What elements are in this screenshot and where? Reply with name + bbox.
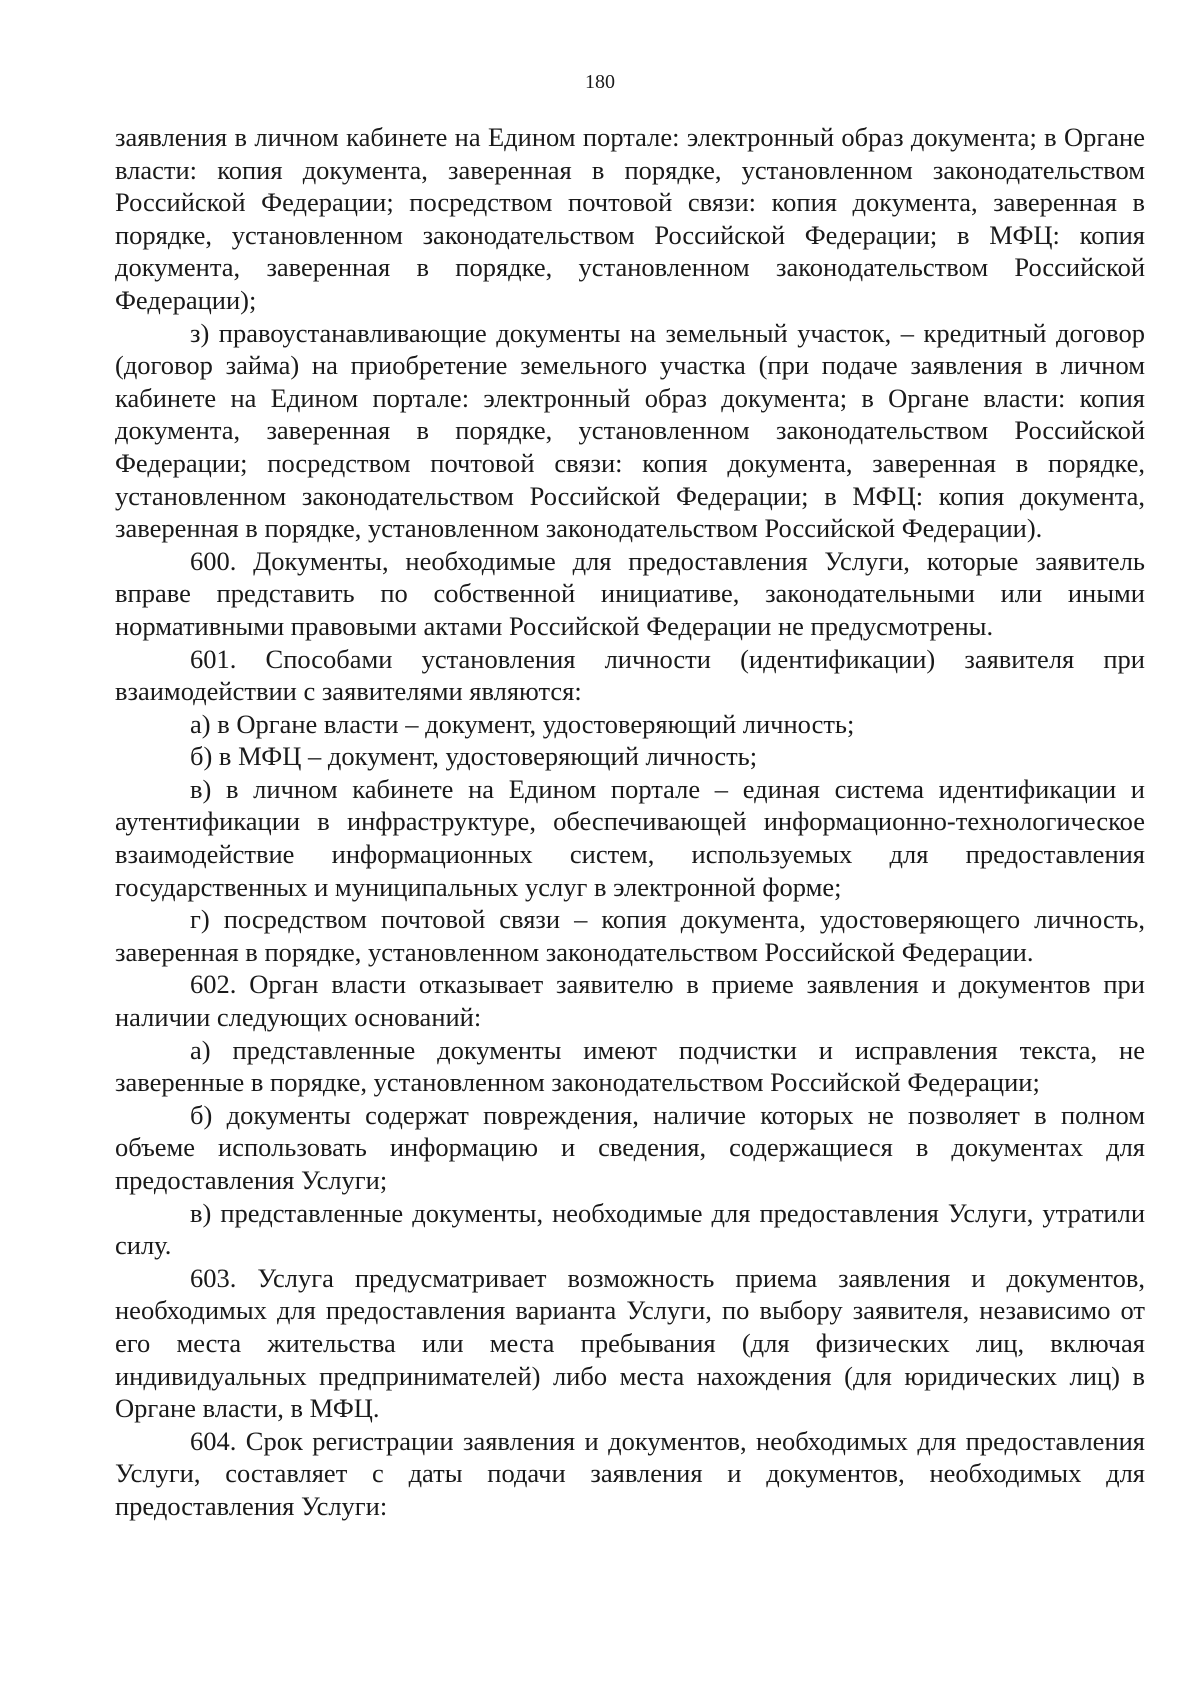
paragraph-601-g: г) посредством почтовой связи – копия документа, удостоверяющего личность, заверенная в порядке, установленном законодательством Российской Федерации. — [115, 904, 1145, 967]
paragraph-604: 604. Срок регистрации заявления и документов, необходимых для предоставления Услуги, составляет с даты подачи заявления и документов, необходимых для предоставления Услуги: — [115, 1425, 1145, 1521]
document-body — [115, 121, 1145, 1523]
paragraph-item-z: з) правоустанавливающие документы на земельный участок, – кредитный договор (договор займа) на приобретение земельного участка (при подаче заявления в личном кабинете на Едином портале: электронный образ документа; в Органе власти: копия документа, заверенная в порядке, установленном законодательством Российской Федерации; посредством почтовой связи: копия документа, заверенная в порядке, установленном законодательством Российской Федерации; в МФЦ: копия документа, заверенная в порядке, установленном законодательством Российской Федерации). — [115, 317, 1145, 544]
paragraph-600: 600. Документы, необходимые для предоставления Услуги, которые заявитель вправе представить по собственной инициативе, законодательными или иными нормативными правовыми актами Российской Федерации не предусмотрены. — [115, 545, 1145, 641]
paragraph-602-a: а) представленные документы имеют подчистки и исправления текста, не заверенные в порядке, установленном законодательством Российской Федерации; — [115, 1034, 1145, 1098]
paragraph-601: 601. Способами установления личности (идентификации) заявителя при взаимодействии с заявителями являются: — [115, 643, 1145, 707]
paragraph-continuation: заявления в личном кабинете на Едином портале: электронный образ документа; в Органе власти: копия документа, заверенная в порядке, установленном законодательством Российской Федерации; посредством почтовой связи: копия документа, заверенная в порядке, установленном законодательством Российской Федерации; в МФЦ: копия документа, заверенная в порядке, установленном законодательством Российской Федерации); — [115, 122, 1145, 315]
paragraph-601-a: а) в Органе власти – документ, удостоверяющий личность; — [190, 708, 855, 739]
paragraph-602-b: б) документы содержат повреждения, наличие которых не позволяет в полном объеме использовать информацию и сведения, содержащиеся в документах для предоставления Услуги; — [115, 1099, 1145, 1195]
page-number: 180 — [585, 71, 615, 93]
paragraph-602-v: в) представленные документы, необходимые для предоставления Услуги, утратили силу. — [115, 1197, 1145, 1261]
paragraph-603: 603. Услуга предусматривает возможность приема заявления и документов, необходимых для предоставления варианта Услуги, по выбору заявителя, независимо от его места жительства или места пребывания (для физических лиц, включая индивидуальных предпринимателей) либо места нахождения (для юридических лиц) в Органе власти, в МФЦ. — [115, 1262, 1145, 1424]
paragraph-601-b: б) в МФЦ – документ, удостоверяющий личность; — [190, 741, 758, 772]
paragraph-601-v: в) в личном кабинете на Едином портале – единая система идентификации и аутентификации в инфраструктуре, обеспечивающей информационно-технологическое взаимодействие информационных систем, используемых для предоставления государственных и муниципальных услуг в электронной форме; — [115, 773, 1145, 902]
paragraph-602: 602. Орган власти отказывает заявителю в приеме заявления и документов при наличии следующих оснований: — [115, 969, 1145, 1033]
